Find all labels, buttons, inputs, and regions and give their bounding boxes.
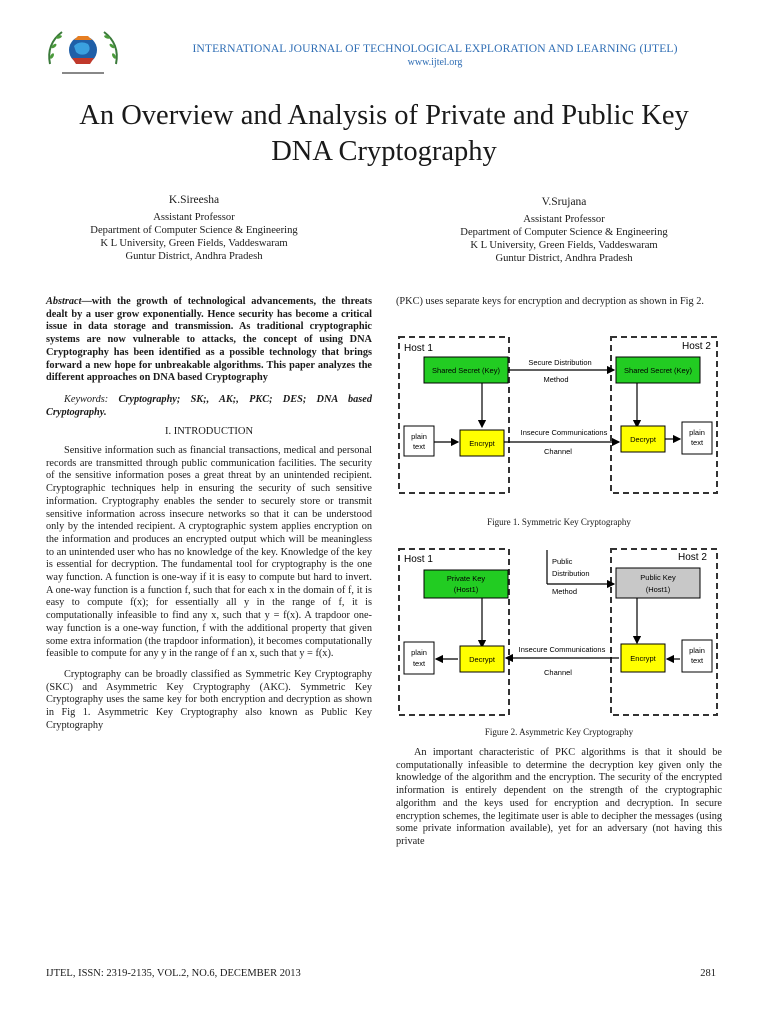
abstract-label: Abstract	[46, 296, 82, 307]
secure-distribution-method: Method	[543, 375, 569, 384]
plain-text-left-l1: plain	[411, 648, 427, 657]
section-heading: I. INTRODUCTION	[164, 426, 254, 438]
plain-text-left-box	[404, 426, 434, 456]
author-loc: Guntur District, Andhra Pradesh	[125, 251, 263, 262]
journal-url: www.ijtel.org	[407, 57, 463, 68]
right-column-top: (PKC) uses separate keys for encryption and decryption as shown in Fig 2.	[396, 296, 704, 307]
author-loc: Guntur District, Andhra Pradesh	[495, 253, 633, 264]
host1-label: Host 1	[404, 343, 433, 354]
abstract	[46, 296, 372, 385]
host2-label: Host 2	[682, 341, 711, 352]
author-univ: K L University, Green Fields, Vaddeswaram	[470, 240, 658, 251]
shared-secret-right-label: Shared Secret (Key)	[624, 366, 692, 375]
insecure-channel-label: Insecure Communications	[518, 645, 606, 654]
encrypt-label: Encrypt	[630, 654, 656, 663]
plain-text-right-l1: plain	[689, 646, 705, 655]
author-1	[44, 194, 344, 263]
figure-1-diagram	[396, 334, 722, 498]
journal-name: INTERNATIONAL JOURNAL OF TECHNOLOGICAL EXPLORATION AND LEARNING (IJTEL)	[192, 42, 678, 55]
author-dept: Department of Computer Science & Engineering	[90, 225, 298, 236]
author-univ: K L University, Green Fields, Vaddeswaram	[100, 238, 288, 249]
figure-1-caption: Figure 1. Symmetric Key Cryptography	[487, 517, 631, 527]
keywords	[46, 394, 372, 419]
insecure-channel-label: Insecure Communications	[520, 428, 608, 437]
decrypt-label: Decrypt	[630, 435, 656, 444]
ijtel-logo-icon	[44, 24, 122, 82]
author-name: V.Srujana	[541, 196, 587, 208]
plain-text-left-box	[404, 642, 434, 674]
intro-paragraph-2: Cryptography can be broadly classified as Symmetric Key Cryptography (SKC) and Asymmetric Key Cryptography (AKC). Symmetric Key Cryptography uses the same key for both encryption and decryption as shown in Fig 1. Asymmetric Key Cryptography also known as Public Key Cryptography	[46, 668, 372, 731]
plain-text-right-l2: text	[690, 438, 704, 447]
paper-title	[20, 98, 748, 170]
figure-2-diagram	[396, 546, 722, 720]
plain-text-left-l1: plain	[411, 432, 427, 441]
author-role: Assistant Professor	[523, 214, 605, 225]
author-2	[414, 196, 714, 265]
intro-paragraph-1: Sensitive information such as financial transactions, medical and personal records are transmitted through public communication facilities. The security of the sensitive information poses a great threat by an unintended recipient. Cryptographic techniques help in ensuring the security of such sensitive information. Cryptography enables the sender to securely store or transmit sensitive information across insecure networks so that it can be understood only by the intended recipient. A cryptographic system applies encryption on the information and produces an encrypted output which will be meaningless to an unintended user who has no knowledge of the key. Knowledge of the key is essential for decryption. The fundamental tool for cryptography is the one way function. A function is one-way if it is easy to compute but hard to invert. A one-way function is a function f, such that for each x in the domain of f, it is easy to compute f(x); for essentially all y in the range of f, it is computationally infeasible to find any x, such that y = f(x). A trapdoor one-way function is a one-way function, f with the additional property that given some extra information (the trapdoor information), it becomes computationally feasible to compute for any y in the range of f an x, such that y = f(x).	[46, 445, 372, 660]
keywords-text: Cryptography; SK;, AK;, PKC; DES; DNA based Cryptography.	[46, 393, 372, 418]
host1-label: Host 1	[404, 554, 433, 565]
right-column-paragraph: An important characteristic of PKC algorithms is that it should be computationally infeasible to determine the decryption key given only the knowledge of the algorithm and the encryption. The security of the encrypted information is entirely dependent on the strength of the cryptographic algorithm and the keys used for encryption and decryption. In secure encryption schemes, the legitimate user is able to decipher the messages (using some private information available), yet for an adversary (not having this private	[396, 747, 722, 847]
left-column	[46, 296, 372, 733]
host2-label: Host 2	[678, 552, 707, 563]
plain-text-left-l2: text	[412, 659, 426, 668]
paper-title-line2: DNA Cryptography	[271, 136, 497, 167]
shared-secret-left-label: Shared Secret (Key)	[432, 366, 500, 375]
decrypt-label: Decrypt	[469, 655, 495, 664]
author-name: K.Sireesha	[168, 194, 220, 206]
private-key-l2: (Host1)	[453, 585, 479, 594]
page-number: 281	[700, 968, 716, 979]
author-role: Assistant Professor	[153, 212, 235, 223]
footer-citation: IJTEL, ISSN: 2319-2135, VOL.2, NO.6, DECEMBER 2013	[46, 968, 301, 979]
encrypt-label: Encrypt	[469, 439, 495, 448]
plain-text-right-l1: plain	[689, 428, 705, 437]
plain-text-right-l2: text	[690, 656, 704, 665]
plain-text-left-l2: text	[412, 442, 426, 451]
insecure-channel-sub: Channel	[544, 447, 572, 456]
public-distribution-l3: Method	[552, 587, 578, 596]
public-key-l1: Public Key	[640, 573, 676, 582]
keywords-label: Keywords:	[64, 393, 109, 405]
abstract-text: —with the growth of technological advancements, the threats dealt by a user grow exponentially. Hence security has become a critical issue in data storage and transmission. As traditional cryptographic systems are now vulnerable to attacks, the concept of using DNA Cryptography has been identified as a possible technology that brings forward a new hope for unbreakable algorithms. This paper analyzes the different approaches on DNA based Cryptography	[46, 296, 372, 384]
author-dept: Department of Computer Science & Engineering	[460, 227, 668, 238]
public-key-l2: (Host1)	[645, 585, 671, 594]
public-distribution-l2: Distribution	[552, 569, 590, 578]
secure-distribution-label: Secure Distribution	[528, 358, 592, 367]
private-key-l1: Private Key	[446, 574, 486, 583]
public-distribution-l1: Public	[552, 557, 573, 566]
insecure-channel-sub: Channel	[544, 668, 572, 677]
paper-title-line1: An Overview and Analysis of Private and Public Key	[79, 100, 689, 131]
figure-2-caption: Figure 2. Asymmetric Key Cryptography	[484, 727, 634, 737]
